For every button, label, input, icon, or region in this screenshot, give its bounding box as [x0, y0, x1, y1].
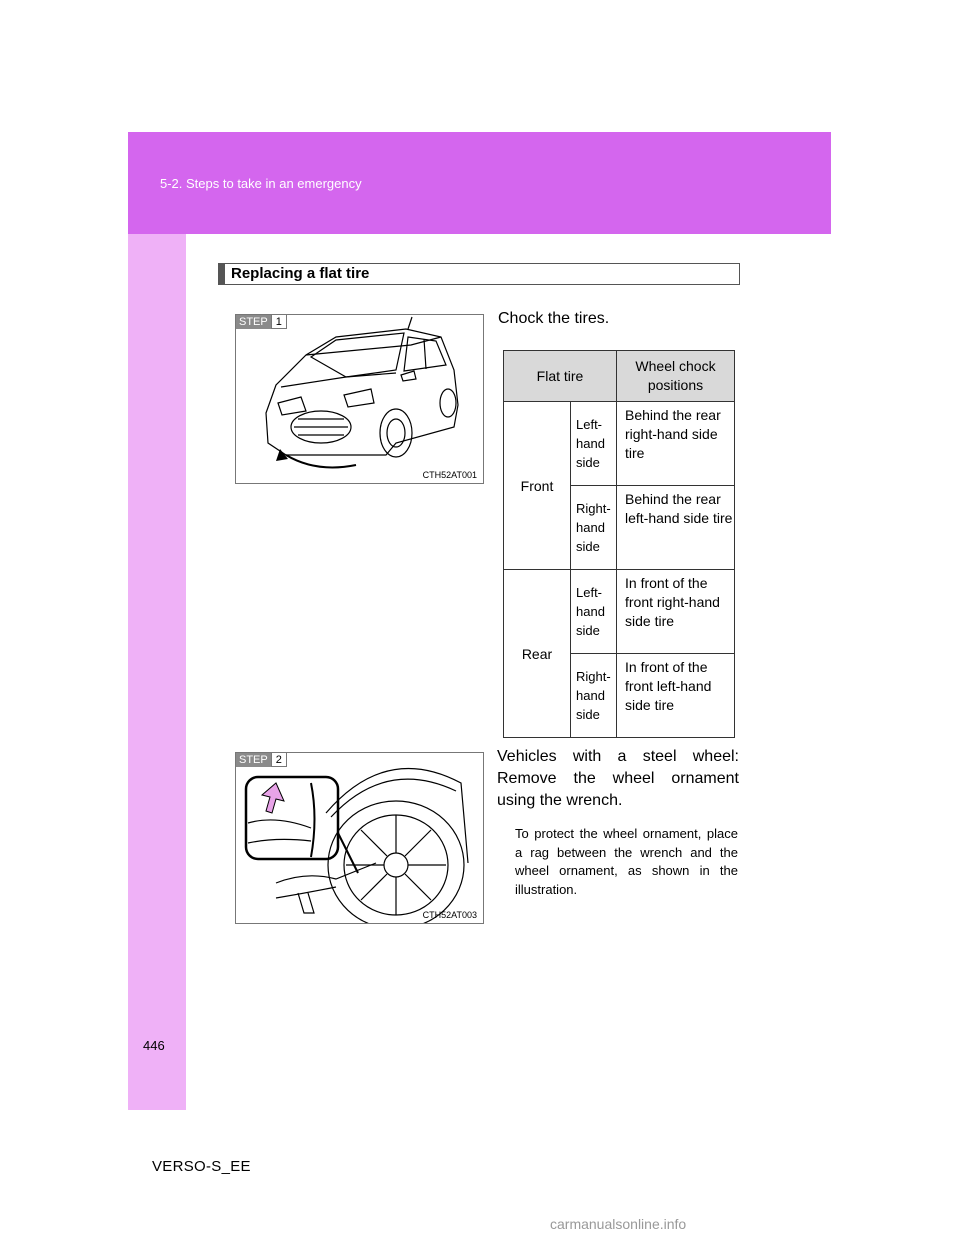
side-strip: [128, 234, 186, 1110]
car-chocked-illustration: [236, 315, 483, 483]
table-header-chock-positions: Wheel chock positions: [617, 351, 735, 402]
position-cell: Behind the rear right-hand side tire: [617, 402, 735, 486]
side-cell: Right-hand side: [571, 486, 617, 570]
step2-note: To protect the wheel ornament, place a rag between the wrench and the wheel ornament, as shown in the illustration.: [515, 826, 738, 897]
step-number: 2: [271, 753, 287, 767]
side-cell: Left-hand side: [571, 570, 617, 654]
group-rear: Rear: [504, 570, 571, 738]
watermark: carmanualsonline.info: [550, 1216, 687, 1232]
step1-figure-code: CTH52AT001: [422, 470, 477, 480]
wheel-ornament-removal-illustration: [236, 753, 483, 923]
section-title: Replacing a flat tire: [218, 263, 740, 285]
side-cell: Right-hand side: [571, 654, 617, 738]
table-row: [504, 402, 735, 486]
position-cell: In front of the front right-hand side tire: [617, 570, 735, 654]
wheel-chock-table: [503, 350, 735, 738]
group-front: Front: [504, 402, 571, 570]
position-cell: Behind the rear left-hand side tire: [617, 486, 735, 570]
step2-figure: [235, 752, 484, 924]
step1-figure: [235, 314, 484, 484]
step-label: STEP: [236, 753, 271, 767]
step-label: STEP: [236, 315, 271, 329]
table-header-flat-tire: Flat tire: [504, 351, 617, 402]
step-number: 1: [271, 315, 287, 329]
step1-instruction: Chock the tires.: [498, 310, 610, 327]
position-cell: In front of the front left-hand side tire: [617, 654, 735, 738]
step2-instruction: Vehicles with a steel wheel: Remove the wheel ornament using the wrench.: [497, 748, 739, 809]
footer-code: VERSO-S_EE: [152, 1158, 251, 1175]
side-cell: Left-hand side: [571, 402, 617, 486]
header-section-title: 5-2. Steps to take in an emergency: [160, 176, 362, 191]
step2-figure-code: CTH52AT003: [422, 910, 477, 920]
page-number: 446: [143, 1038, 165, 1053]
table-row: [504, 570, 735, 654]
